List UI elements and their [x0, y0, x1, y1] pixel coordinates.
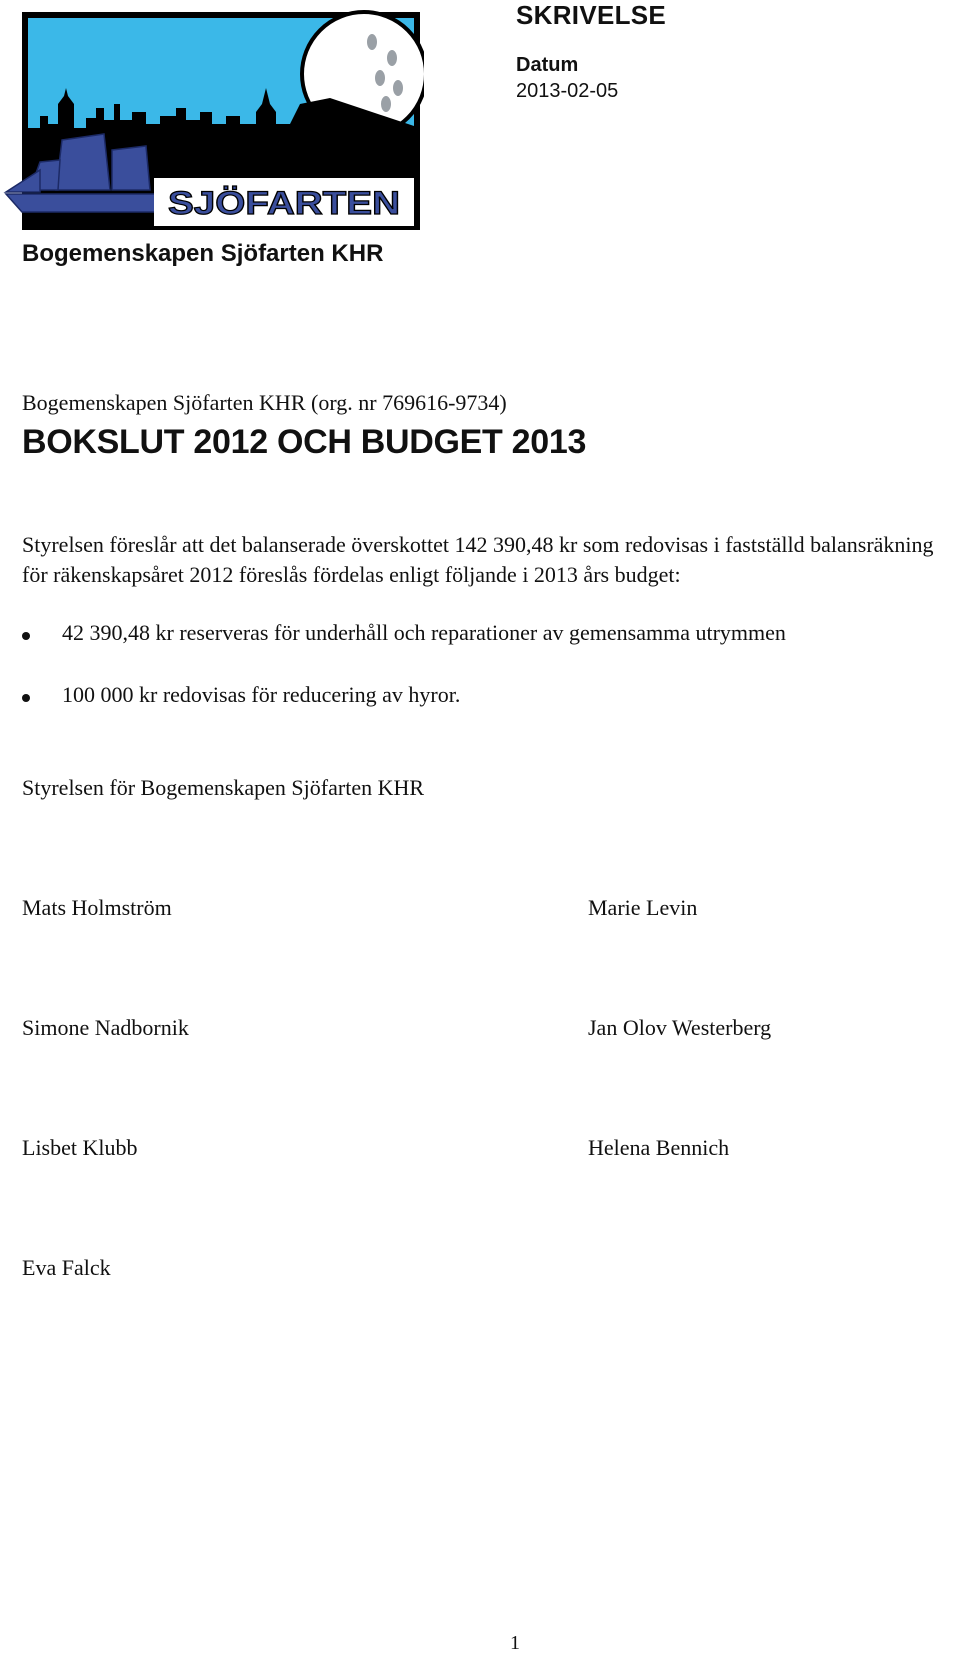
- bullet-icon: [22, 632, 30, 640]
- signature-name: Mats Holmström: [22, 895, 172, 920]
- bullet-icon: [22, 694, 30, 702]
- organization-header: Bogemenskapen Sjöfarten KHR: [22, 240, 384, 267]
- proposal-paragraph: Styrelsen föreslår att det balanserade överskottet 142 390,48 kr som redovisas i fastställd balansräkning för räkenskapsåret 2012 föreslås fördelas enligt följande i 2013 års budget:: [22, 532, 934, 587]
- list-item-text: 42 390,48 kr reserveras för underhåll och reparationer av gemensamma utrymmen: [62, 620, 786, 645]
- date-value: 2013-02-05: [516, 80, 619, 102]
- signature-name: Marie Levin: [588, 895, 698, 920]
- board-statement: Styrelsen för Bogemenskapen Sjöfarten KHR: [22, 775, 425, 800]
- signature-name: Simone Nadbornik: [22, 1015, 189, 1040]
- signature-name: Eva Falck: [22, 1255, 111, 1280]
- document-title: BOKSLUT 2012 OCH BUDGET 2013: [22, 423, 587, 461]
- sjofarten-logo: [0, 8, 424, 234]
- signature-name: Lisbet Klubb: [22, 1135, 138, 1160]
- list-item-text: 100 000 kr redovisas för reducering av hyror.: [62, 682, 461, 707]
- page-number: 1: [510, 1632, 520, 1654]
- logo-wordmark: SJÖFARTEN: [168, 185, 400, 221]
- organization-number-line: Bogemenskapen Sjöfarten KHR (org. nr 769616-9734): [22, 390, 507, 415]
- signature-name: Helena Bennich: [588, 1135, 730, 1160]
- date-label: Datum: [516, 54, 579, 76]
- signature-name: Jan Olov Westerberg: [588, 1015, 772, 1040]
- document-type: SKRIVELSE: [516, 0, 667, 30]
